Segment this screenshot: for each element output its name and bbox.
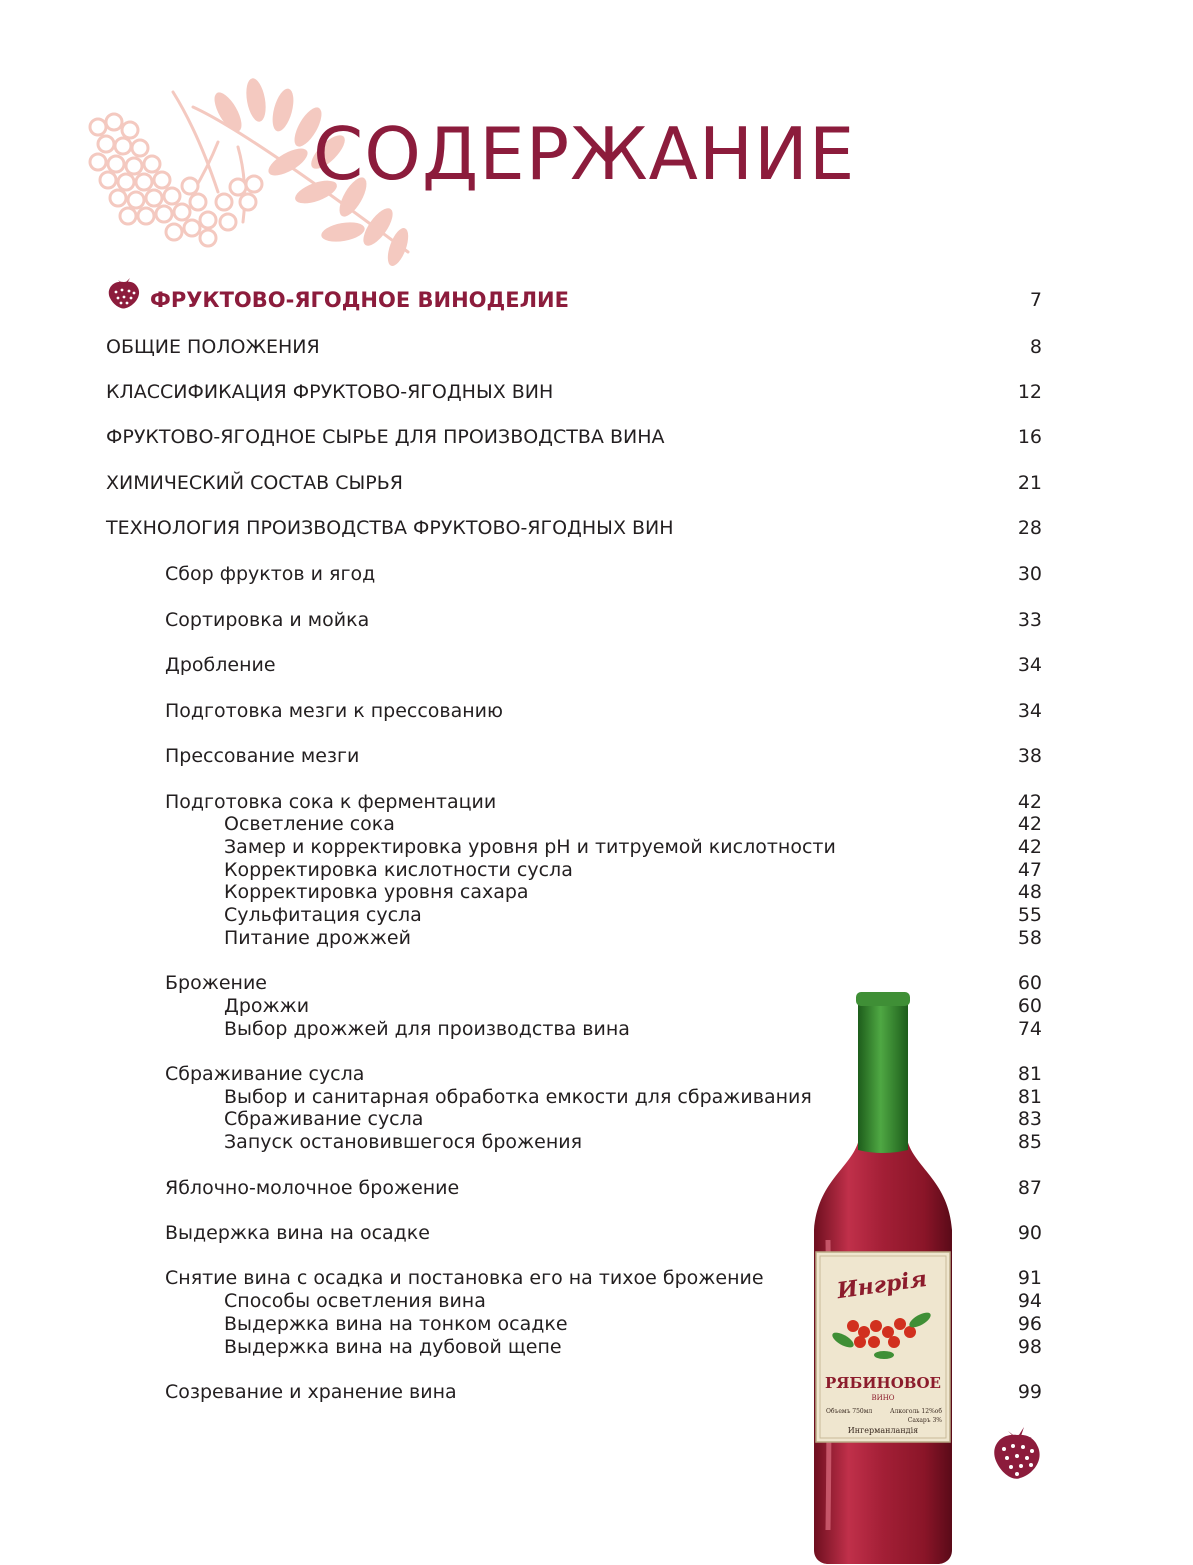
toc-entry-page: 8 bbox=[1029, 336, 1042, 358]
toc-entry-page: 21 bbox=[1017, 472, 1042, 494]
toc-entry[interactable] bbox=[0, 424, 1193, 450]
toc-entry-page: 42 bbox=[1017, 836, 1042, 858]
toc-entry[interactable] bbox=[0, 925, 1193, 951]
toc-entry-page: 47 bbox=[1017, 859, 1042, 881]
toc-entry[interactable] bbox=[0, 515, 1193, 541]
toc-entry-title: Корректировка кислотности сусла bbox=[224, 859, 573, 881]
toc-entry-page: 81 bbox=[1017, 1063, 1042, 1085]
toc-entry-page: 48 bbox=[1017, 881, 1042, 903]
toc-entry-page: 81 bbox=[1017, 1086, 1042, 1108]
toc-entry-page: 16 bbox=[1017, 426, 1042, 448]
toc-entry-page: 91 bbox=[1017, 1267, 1042, 1289]
toc-entry-page: 42 bbox=[1017, 813, 1042, 835]
toc-entry[interactable] bbox=[0, 743, 1193, 769]
toc-entry[interactable] bbox=[0, 379, 1193, 405]
toc-entry-page: 85 bbox=[1017, 1131, 1042, 1153]
page-title: СОДЕРЖАНИЕ bbox=[313, 112, 856, 196]
toc-entry-page: 94 bbox=[1017, 1290, 1042, 1312]
toc-entry-title: Подготовка сока к ферментации bbox=[165, 791, 497, 813]
toc-entry[interactable] bbox=[0, 334, 1193, 360]
toc-entry-title: Сульфитация сусла bbox=[224, 904, 422, 926]
toc-entry-page: 30 bbox=[1017, 563, 1042, 585]
toc-section-page: 7 bbox=[1029, 289, 1042, 311]
label-region: Ингерманландія bbox=[847, 1426, 919, 1435]
toc-entry[interactable] bbox=[0, 607, 1193, 633]
toc-entry[interactable] bbox=[0, 1129, 1193, 1155]
toc-entry-title: Выдержка вина на тонком осадке bbox=[224, 1313, 568, 1335]
toc-entry-title: Способы осветления вина bbox=[224, 1290, 486, 1312]
toc-entry[interactable] bbox=[0, 1220, 1193, 1246]
toc-section-title: ФРУКТОВО-ЯГОДНОЕ ВИНОДЕЛИЕ bbox=[150, 288, 569, 312]
toc-entry-page: 34 bbox=[1017, 700, 1042, 722]
toc-entry-page: 55 bbox=[1017, 904, 1042, 926]
toc-entry[interactable] bbox=[0, 1334, 1193, 1360]
toc-entry-title: Яблочно-молочное брожение bbox=[165, 1177, 460, 1199]
toc-entry-title: ТЕХНОЛОГИЯ ПРОИЗВОДСТВА ФРУКТОВО-ЯГОДНЫХ ВИН bbox=[106, 517, 674, 539]
toc-entry-page: 60 bbox=[1017, 995, 1042, 1017]
label-alcohol: Алкоголь 12%об bbox=[889, 1408, 942, 1415]
toc-entry-page: 38 bbox=[1017, 745, 1042, 767]
toc-entry-title: ХИМИЧЕСКИЙ СОСТАВ СЫРЬЯ bbox=[106, 472, 403, 494]
toc-entry-page: 34 bbox=[1017, 654, 1042, 676]
toc-entry-title: Сортировка и мойка bbox=[165, 609, 370, 631]
toc-entry-page: 58 bbox=[1017, 927, 1042, 949]
strawberry-icon bbox=[986, 1421, 1048, 1483]
toc-entry-page: 60 bbox=[1017, 972, 1042, 994]
toc-entry-title: ОБЩИЕ ПОЛОЖЕНИЯ bbox=[106, 336, 320, 358]
toc-entry[interactable] bbox=[0, 1016, 1193, 1042]
toc-entry-page: 99 bbox=[1017, 1381, 1042, 1403]
toc-entry-page: 33 bbox=[1017, 609, 1042, 631]
toc-entry-title: Осветление сока bbox=[224, 813, 395, 835]
toc-entry[interactable] bbox=[0, 470, 1193, 496]
toc-entry-title: ФРУКТОВО-ЯГОДНОЕ СЫРЬЕ ДЛЯ ПРОИЗВОДСТВА ВИНА bbox=[106, 426, 665, 448]
label-sugar: Сахаръ 3% bbox=[907, 1417, 942, 1424]
toc-entry-title: Запуск остановившегося брожения bbox=[224, 1131, 583, 1153]
toc-entry-title: Снятие вина с осадка и постановка его на тихое брожение bbox=[165, 1267, 764, 1289]
toc-entry-title: Сбраживание сусла bbox=[224, 1108, 424, 1130]
toc-entry-page: 28 bbox=[1017, 517, 1042, 539]
toc-entry-title: Выбор дрожжей для производства вина bbox=[224, 1018, 630, 1040]
toc-entry[interactable] bbox=[0, 1379, 1193, 1405]
toc-entry-title: КЛАССИФИКАЦИЯ ФРУКТОВО-ЯГОДНЫХ ВИН bbox=[106, 381, 554, 403]
toc-entry[interactable] bbox=[0, 561, 1193, 587]
toc-entry-page: 74 bbox=[1017, 1018, 1042, 1040]
toc-entry-title: Корректировка уровня сахара bbox=[224, 881, 529, 903]
toc-entry-title: Сбраживание сусла bbox=[165, 1063, 365, 1085]
toc-entry-title: Сбор фруктов и ягод bbox=[165, 563, 376, 585]
label-volume: Объемъ 750мл bbox=[826, 1408, 873, 1415]
toc-entry-title: Дробление bbox=[165, 654, 276, 676]
toc-entry-page: 83 bbox=[1017, 1108, 1042, 1130]
toc-entry-title: Выдержка вина на дубовой щепе bbox=[224, 1336, 562, 1358]
toc-entry[interactable] bbox=[0, 698, 1193, 724]
toc-entry[interactable] bbox=[0, 1175, 1193, 1201]
toc-entry-title: Замер и корректировка уровня pH и титруемой кислотности bbox=[224, 836, 836, 858]
toc-entry-title: Подготовка мезги к прессованию bbox=[165, 700, 504, 722]
toc-entry-title: Выдержка вина на осадке bbox=[165, 1222, 430, 1244]
toc-entry[interactable] bbox=[0, 652, 1193, 678]
label-name: РЯБИНОВОЕ bbox=[825, 1374, 941, 1392]
bottle-label bbox=[816, 1252, 950, 1442]
toc-entry-title: Питание дрожжей bbox=[224, 927, 411, 949]
toc-entry-page: 12 bbox=[1017, 381, 1042, 403]
wine-bottle-illustration bbox=[798, 990, 968, 1565]
label-kind: ВИНО bbox=[871, 1394, 895, 1402]
toc-entry-page: 42 bbox=[1017, 791, 1042, 813]
toc-entry-title: Прессование мезги bbox=[165, 745, 360, 767]
toc-entry-page: 87 bbox=[1017, 1177, 1042, 1199]
toc-entry-title: Дрожжи bbox=[224, 995, 310, 1017]
label-brand: Ингрія bbox=[835, 1265, 929, 1305]
toc-entry-title: Выбор и санитарная обработка емкости для сбраживания bbox=[224, 1086, 812, 1108]
toc-entry-page: 98 bbox=[1017, 1336, 1042, 1358]
toc-entry-page: 96 bbox=[1017, 1313, 1042, 1335]
toc-section-heading[interactable] bbox=[0, 287, 1193, 313]
toc-entry-title: Брожение bbox=[165, 972, 267, 994]
toc-entry-title: Созревание и хранение вина bbox=[165, 1381, 457, 1403]
toc-entry-page: 90 bbox=[1017, 1222, 1042, 1244]
